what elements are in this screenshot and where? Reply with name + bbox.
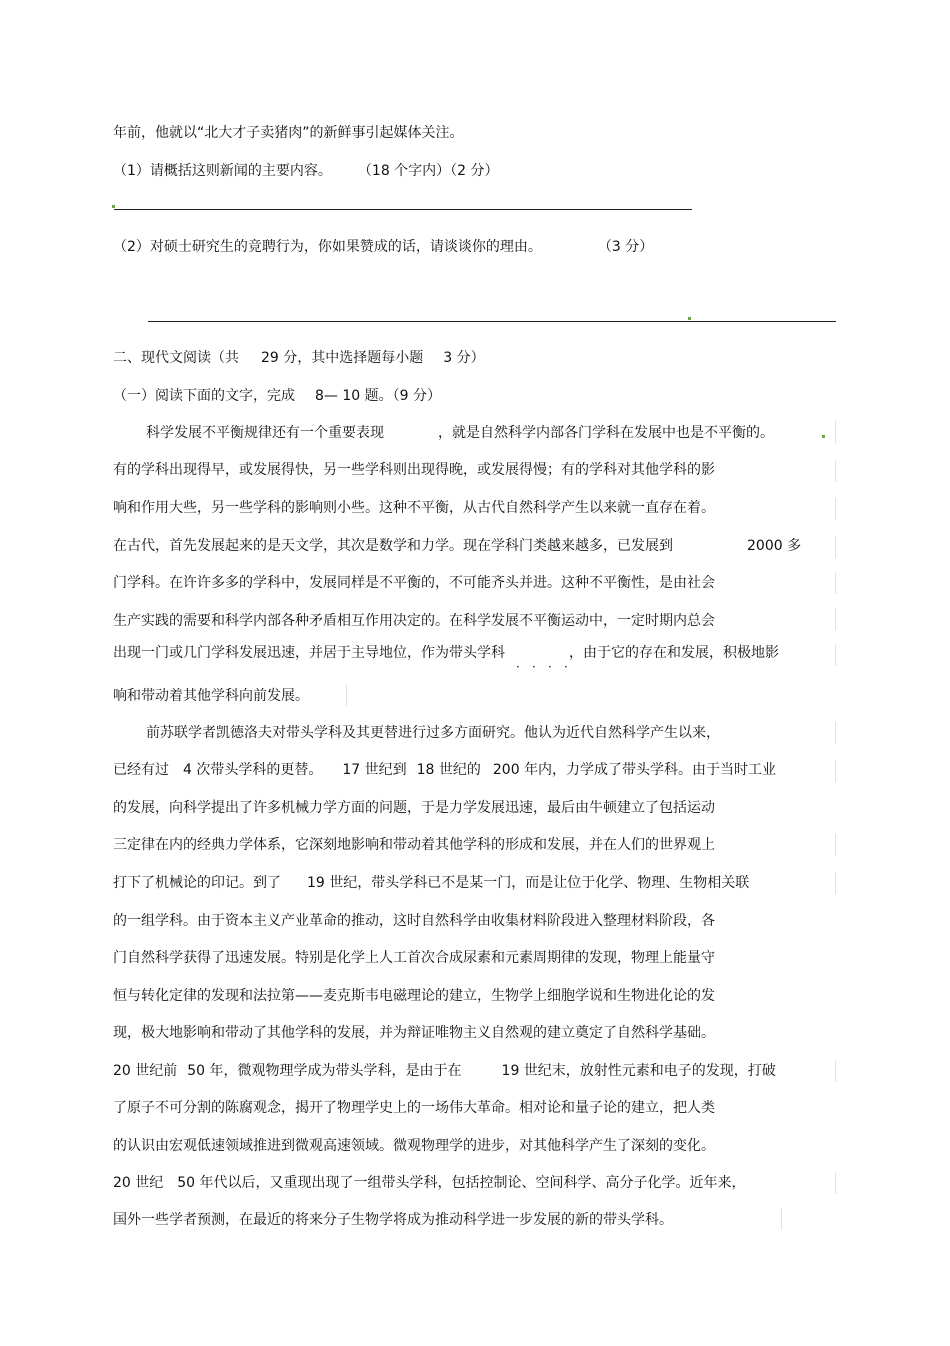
border-line: [835, 760, 836, 782]
border-line: [346, 684, 347, 706]
border-line: [835, 536, 836, 558]
p1-line-7b: ，由于它的存在和发展，积极地影: [569, 645, 779, 661]
answer-line-2[interactable]: [148, 321, 836, 322]
border-line: [781, 1208, 782, 1230]
p2-line-1: 前苏联学者凯德洛夫对带头学科及其更替进行过多方面研究。他认为近代自然科学产生以来，: [146, 725, 720, 741]
p2-line-2b: 4 次带头学科的更替。: [183, 762, 323, 778]
p2-line-3: 的发展，向科学提出了许多机械力学方面的问题，于是力学发展迅速，最后由牛顿建立了包括运动: [113, 800, 715, 816]
p2-line-2: [113, 761, 776, 779]
question-2-text: （2）对硕士研究生的竞聘行为，你如果赞成的话，请谈谈你的理由。: [113, 239, 542, 255]
p1-line-1a: 科学发展不平衡规律还有一个重要表现: [146, 425, 384, 441]
p1-line-6: 生产实践的需要和科学内部各种矛盾相互作用决定的。在科学发展不平衡运动中，一定时期内总会: [113, 613, 715, 629]
p2-line-13b: 50 年代以后，又重现出现了一组带头学科，包括控制论、空间科学、高分子化学。近年来，: [177, 1175, 746, 1191]
subsection-1-part-a: （一）阅读下面的文字，完成: [113, 388, 295, 404]
border-line: [835, 460, 836, 482]
p2-line-13: [113, 1174, 746, 1192]
border-line: [835, 572, 836, 594]
marker-dot: [688, 317, 691, 320]
question-1: [113, 162, 499, 180]
p2-line-12: 的认识由宏观低速领域推进到微观高速领域。微观物理学的进步，对其他科学产生了深刻的变化。: [113, 1138, 715, 1154]
p1-line-7: [113, 644, 779, 662]
emphasis-dots: ．．．．: [516, 656, 587, 670]
p1-line-4a: 在古代，首先发展起来的是天文学，其次是数学和力学。现在学科门类越来越多，已发展到: [113, 538, 673, 554]
border-line: [835, 1172, 836, 1194]
section-2-part-b: 29 分，其中选择题每小题: [261, 350, 424, 366]
p2-line-2e: 200 年内，力学成了带头学科。由于当时工业: [492, 762, 777, 778]
question-2: [113, 238, 653, 256]
p1-line-4: [113, 537, 801, 555]
p2-line-13a: 20 世纪: [113, 1175, 164, 1191]
p2-line-9: 现，极大地影响和带动了其他学科的发展，并为辩证唯物主义自然观的建立奠定了自然科学基础。: [113, 1025, 715, 1041]
p2-line-5b: 19 世纪，带头学科已不是某一门，而是让位于化学、物理、生物相关联: [307, 875, 750, 891]
p2-line-4: 三定律在内的经典力学体系，它深刻地影响和带动着其他学科的形成和发展，并在人们的世界观上: [113, 837, 715, 853]
question-1-text: （1）请概括这则新闻的主要内容。: [113, 163, 332, 179]
p2-line-10b: 50 年，微观物理学成为带头学科，是由于在: [187, 1063, 462, 1079]
p2-line-14: 国外一些学者预测，在最近的将来分子生物学将成为推动科学进一步发展的新的带头学科。: [113, 1212, 673, 1228]
p2-line-2a: 已经有过: [113, 762, 169, 778]
p1-line-5: 门学科。在许许多多的学科中，发展同样是不平衡的，不可能齐头并进。这种不平衡性，是由社会: [113, 575, 715, 591]
section-2-heading: [113, 349, 485, 367]
marker-dot: [822, 435, 825, 438]
border-line: [835, 722, 836, 744]
section-2-part-c: 3 分）: [443, 350, 485, 366]
subsection-1-part-b: 8— 10 题。（9 分）: [315, 388, 441, 404]
p2-line-5: [113, 874, 749, 892]
p2-line-8: 恒与转化定律的发现和法拉第——麦克斯韦电磁理论的建立，生物学上细胞学说和生物进化论的发: [113, 988, 715, 1004]
p2-line-2d: 18 世纪的: [416, 762, 481, 778]
p1-line-1b: ，就是自然科学内部各门学科在发展中也是不平衡的。: [438, 425, 774, 441]
subsection-1-heading: [113, 387, 441, 405]
p2-line-10c: 19 世纪末，放射性元素和电子的发现，打破: [501, 1063, 776, 1079]
p1-line-3: 响和作用大些，另一些学科的影响则小些。这种不平衡，从古代自然科学产生以来就一直存在着。: [113, 500, 715, 516]
intro-text: 年前，他就以“北大才子卖猪肉”的新鲜事引起媒体关注。: [113, 125, 464, 141]
question-1-note: （18 个字内）（2 分）: [357, 163, 499, 179]
question-2-score: （3 分）: [597, 239, 654, 255]
p2-line-11: 了原子不可分割的陈腐观念，揭开了物理学史上的一场伟大革命。相对论和量子论的建立，把人类: [113, 1100, 715, 1116]
border-line: [835, 872, 836, 894]
border-line: [835, 1060, 836, 1082]
p2-line-10a: 20 世纪前: [113, 1063, 178, 1079]
answer-line-1[interactable]: [114, 209, 692, 210]
p1-line-2: 有的学科出现得早，或发展得快，另一些学科则出现得晚，或发展得慢；有的学科对其他学科的影: [113, 462, 715, 478]
p2-line-6: 的一组学科。由于资本主义产业革命的推动，这时自然科学由收集材料阶段进入整理材料阶段，各: [113, 913, 715, 929]
section-2-part-a: 二、现代文阅读（共: [113, 350, 239, 366]
border-line: [835, 834, 836, 856]
p2-line-2c: 17 世纪到: [342, 762, 407, 778]
p1-line-8: 响和带动着其他学科向前发展。: [113, 688, 309, 704]
border-line: [835, 420, 836, 444]
p2-line-10: [113, 1062, 776, 1080]
p2-line-5a: 打下了机械论的印记。到了: [113, 875, 281, 891]
p1-line-1: [146, 424, 774, 442]
p1-line-7a: 出现一门或几门学科发展迅速，并居于主导地位，作为带头学科: [113, 645, 505, 661]
marker-dot: [112, 205, 115, 208]
p1-line-4b: 2000 多: [747, 538, 802, 554]
border-line: [835, 608, 836, 630]
border-line: [835, 498, 836, 520]
border-line: [835, 644, 836, 666]
p2-line-7: 门自然科学获得了迅速发展。特别是化学上人工首次合成尿素和元素周期律的发现，物理上能量守: [113, 950, 715, 966]
